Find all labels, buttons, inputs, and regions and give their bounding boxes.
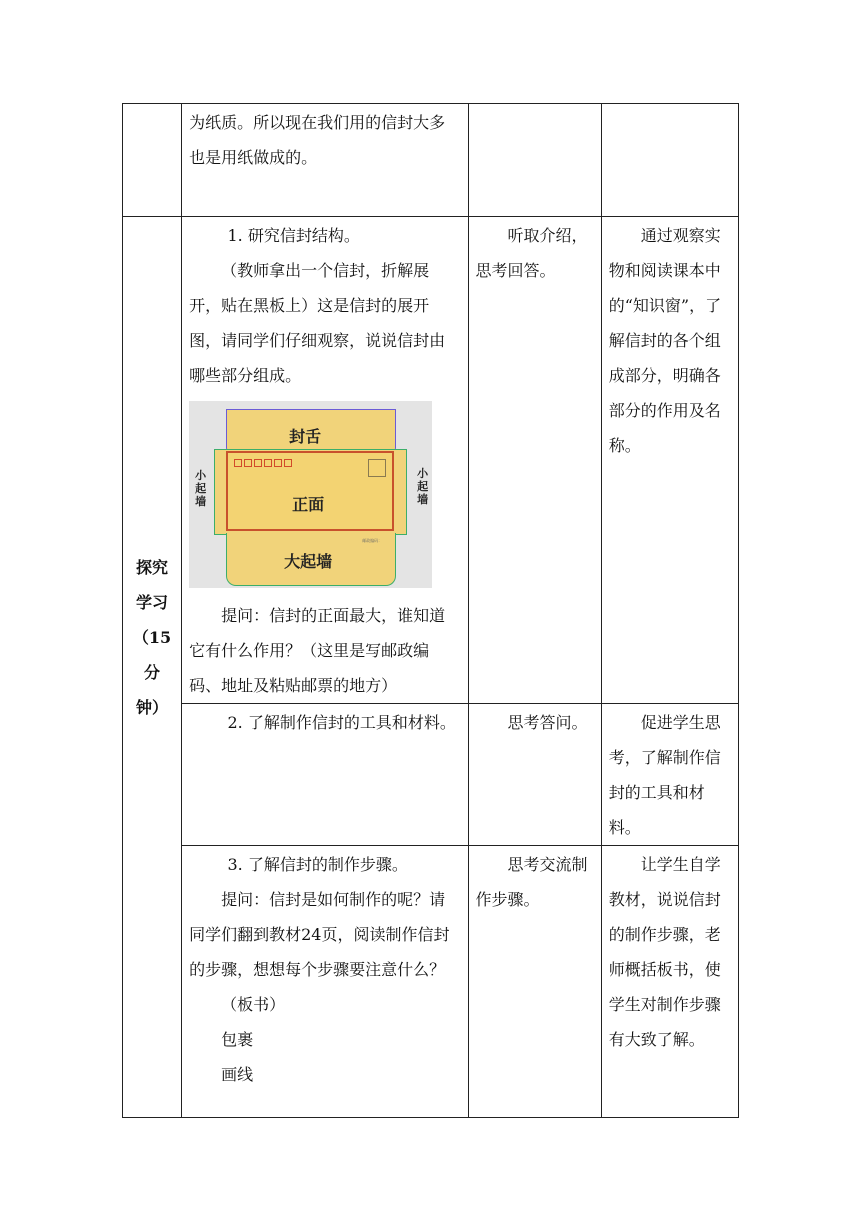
content-cell-step3 bbox=[182, 846, 468, 1118]
board-item-2: 画线 bbox=[221, 1065, 254, 1084]
step1-design-intent: 通过观察实物和阅读课本中的“知识窗”，了解信封的各个组成部分，明确各部分的作用及名称。 bbox=[608, 226, 722, 455]
stage-line-1: 探究 bbox=[136, 557, 169, 577]
table-row-step2 bbox=[123, 704, 739, 846]
step3-design-intent: 让学生自学教材，说说信封的制作步骤，老师概括板书，使学生对制作步骤有大致了解。 bbox=[608, 855, 721, 1049]
stage-line-3: （15 bbox=[132, 627, 172, 647]
intent-cell-step3 bbox=[601, 846, 738, 1118]
step2-student-activity: 思考答问。 bbox=[507, 713, 588, 732]
intent-cell-empty bbox=[601, 104, 738, 217]
student-cell-step2 bbox=[468, 704, 601, 846]
postcode-footnote: 邮政编码： bbox=[362, 538, 383, 543]
step1-student-activity: 听取介绍，思考回答。 bbox=[475, 226, 588, 280]
step1-title: 1. 研究信封结构。 bbox=[227, 226, 360, 245]
intro-line-2: 也是用纸做成的。 bbox=[189, 148, 318, 167]
label-bottom-flap: 大起墙 bbox=[284, 552, 333, 571]
stage-line-5: 钟） bbox=[136, 697, 169, 717]
student-cell-empty bbox=[468, 104, 601, 217]
label-front: 正面 bbox=[292, 495, 325, 514]
stage-line-2: 学习 bbox=[136, 592, 169, 612]
table-row-intro bbox=[123, 104, 739, 217]
step1-instruction: （教师拿出一个信封，折解展开，贴在黑板上）这是信封的展开图，请同学们仔细观察，说说信封由哪些部分组成。 bbox=[189, 261, 446, 385]
intent-cell-step2 bbox=[601, 704, 738, 846]
stage-cell-empty bbox=[123, 104, 182, 217]
stamp-box bbox=[368, 459, 386, 477]
label-top-flap: 封舌 bbox=[289, 427, 322, 446]
step2-design-intent: 促进学生思考，了解制作信封的工具和材料。 bbox=[608, 713, 721, 837]
content-cell-intro bbox=[182, 104, 468, 217]
label-right-flap: 小起墙 bbox=[417, 467, 429, 506]
intro-line-1: 为纸质。所以现在我们用的信封大多 bbox=[189, 113, 446, 132]
postcode-boxes bbox=[234, 459, 292, 465]
intent-cell-step1 bbox=[601, 217, 738, 704]
stage-line-4: 分 bbox=[144, 662, 161, 682]
table-row-step1 bbox=[123, 217, 739, 704]
board-label: （板书） bbox=[221, 995, 286, 1014]
table-row-step3 bbox=[123, 846, 739, 1118]
label-left-flap: 小起墙 bbox=[195, 469, 207, 508]
step3-student-activity: 思考交流制作步骤。 bbox=[475, 855, 588, 909]
step3-question: 提问：信封是如何制作的呢？请同学们翻到教材24页，阅读制作信封的步骤，想想每个步骤要注意什么？ bbox=[189, 890, 450, 979]
envelope-unfolded-diagram bbox=[189, 401, 432, 588]
step2-title: 2. 了解制作信封的工具和材料。 bbox=[227, 713, 456, 732]
stage-cell bbox=[123, 217, 182, 1118]
student-cell-step3 bbox=[468, 846, 601, 1118]
lesson-plan-table bbox=[122, 103, 739, 1118]
content-cell-step1 bbox=[182, 217, 468, 704]
student-cell-step1 bbox=[468, 217, 601, 704]
step1-question: 提问：信封的正面最大，谁知道它有什么作用？（这里是写邮政编码、地址及粘贴邮票的地方） bbox=[189, 606, 446, 695]
content-cell-step2 bbox=[182, 704, 468, 846]
step3-title: 3. 了解信封的制作步骤。 bbox=[227, 855, 408, 874]
board-item-1: 包裹 bbox=[221, 1030, 254, 1049]
